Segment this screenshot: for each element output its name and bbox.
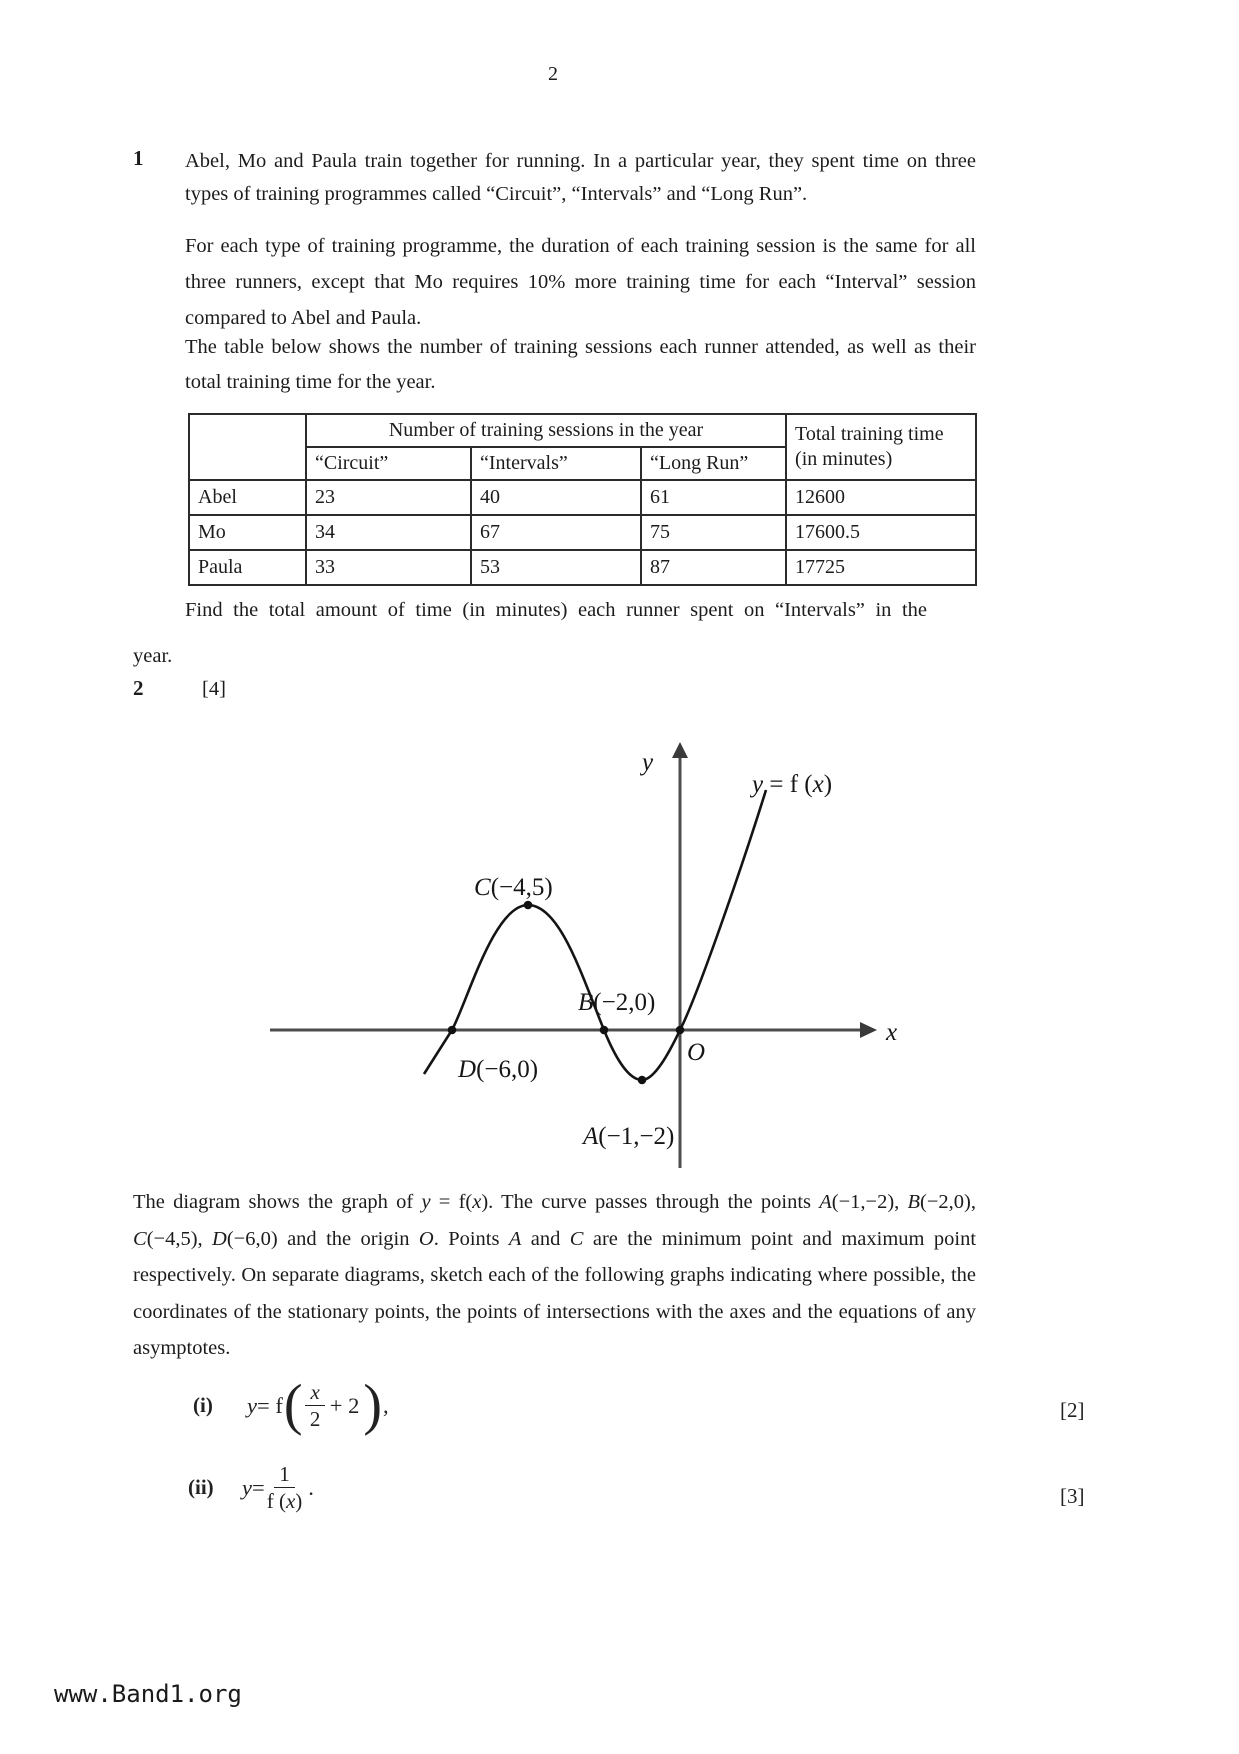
curve-y-equals-fx: [424, 790, 766, 1080]
table-group-header: Number of training sessions in the year: [306, 414, 786, 447]
eq-fraction: $\frac{1}{f (x)}$: [266, 1462, 303, 1514]
q1-marks: [4]: [202, 678, 226, 700]
q2-description: The diagram shows the graph of y = f(x). The curve passes through the points A(−1,−2), B(−2,0), C(−4,5), D(−6,0) and the origin O. Points A and C are the minimum point and maximum point respectively. On separate diagrams, sketch each of the following graphs indicating where possible, the coordinates of the stationary points, the points of intersections with the axes and the equations of any asymptotes.: [133, 1191, 977, 1359]
point-C-label: C(−4,5): [474, 874, 553, 901]
table-col-header-longrun: “Long Run”: [641, 447, 786, 480]
q2-part-ii: [188, 1462, 314, 1513]
x-axis-label: x: [886, 1019, 898, 1046]
total-cell: 17725: [786, 550, 976, 585]
question-2-number: 2: [133, 676, 144, 700]
table-row: [189, 550, 976, 585]
q1-paragraph-1: Abel, Mo and Paula train together for running. In a particular year, they spent time on three types of training programmes called “Circuit”, “Intervals” and “Long Run”.: [185, 150, 976, 205]
longrun-cell: 75: [641, 515, 786, 550]
q1-paragraph-2: For each type of training programme, the duration of each training session is the same for all three runners, except that Mo requires 10% more training time for each “Interval” session compared to Abel and Paula.: [185, 235, 976, 329]
training-sessions-table: [188, 413, 977, 586]
table-total-header: [786, 414, 976, 480]
table-total-header-line1: Total training time: [795, 423, 944, 445]
part-i-marks: [2]: [1060, 1398, 1085, 1422]
table-corner-cell: [189, 414, 306, 480]
point-A: [638, 1076, 647, 1085]
longrun-cell: 87: [641, 550, 786, 585]
runner-name-cell: Paula: [189, 550, 306, 585]
eq-plus-2: + 2: [329, 1392, 360, 1418]
eq-comma: ,: [383, 1392, 389, 1418]
function-graph: [240, 735, 940, 1185]
q1-question-line1: Find the total amount of time (in minutes) each runner spent on “Intervals” in the: [185, 599, 927, 621]
curve-equation-label: y = f (x): [752, 771, 833, 798]
circuit-cell: 33: [306, 550, 471, 585]
page-number: 2: [548, 63, 558, 85]
part-ii-label: (ii): [188, 1475, 214, 1500]
intervals-cell: 67: [471, 515, 641, 550]
question-1-number: 1: [133, 146, 144, 170]
y-axis-label: y: [642, 749, 654, 776]
eq-fraction: $\frac{x}{2}$: [305, 1380, 324, 1431]
part-i-equation: [247, 1373, 389, 1437]
eq-period: .: [308, 1474, 314, 1500]
point-C: [524, 901, 533, 910]
footer-website: www.Band1.org: [54, 1680, 242, 1708]
part-i-label: (i): [193, 1393, 213, 1418]
part-ii-equation: [242, 1462, 314, 1513]
y-axis-arrow-icon: [672, 742, 688, 758]
eq-left-paren: (: [283, 1373, 303, 1437]
circuit-cell: 34: [306, 515, 471, 550]
q1-paragraph-3: The table below shows the number of training sessions each runner attended, as well as their total training time for the year.: [185, 336, 976, 393]
runner-name-cell: Abel: [189, 480, 306, 515]
table-row: [189, 515, 976, 550]
point-D-label: D(−6,0): [458, 1056, 539, 1083]
eq-equals: =: [252, 1474, 265, 1500]
q1-question-line2: year.: [133, 645, 173, 667]
eq-var-y: y: [242, 1474, 252, 1500]
origin-label: O: [687, 1039, 706, 1066]
part-ii-marks: [3]: [1060, 1484, 1085, 1508]
total-cell: 12600: [786, 480, 976, 515]
longrun-cell: 61: [641, 480, 786, 515]
x-axis-arrow-icon: [860, 1022, 877, 1038]
intervals-cell: 53: [471, 550, 641, 585]
point-O: [676, 1026, 685, 1035]
table-row: [189, 480, 976, 515]
table-total-header-line2: (in minutes): [795, 448, 893, 470]
table-col-header-circuit: “Circuit”: [306, 447, 471, 480]
eq-var-y: y: [247, 1392, 257, 1418]
eq-right-paren: ): [363, 1373, 383, 1437]
total-cell: 17600.5: [786, 515, 976, 550]
runner-name-cell: Mo: [189, 515, 306, 550]
q2-part-i: [193, 1373, 389, 1437]
circuit-cell: 23: [306, 480, 471, 515]
table-col-header-intervals: “Intervals”: [471, 447, 641, 480]
point-A-label: A(−1,−2): [583, 1123, 675, 1150]
intervals-cell: 40: [471, 480, 641, 515]
point-B: [600, 1026, 609, 1035]
point-D: [448, 1026, 457, 1035]
point-B-label: B(−2,0): [578, 989, 656, 1016]
eq-equals-f: = f: [257, 1392, 283, 1418]
